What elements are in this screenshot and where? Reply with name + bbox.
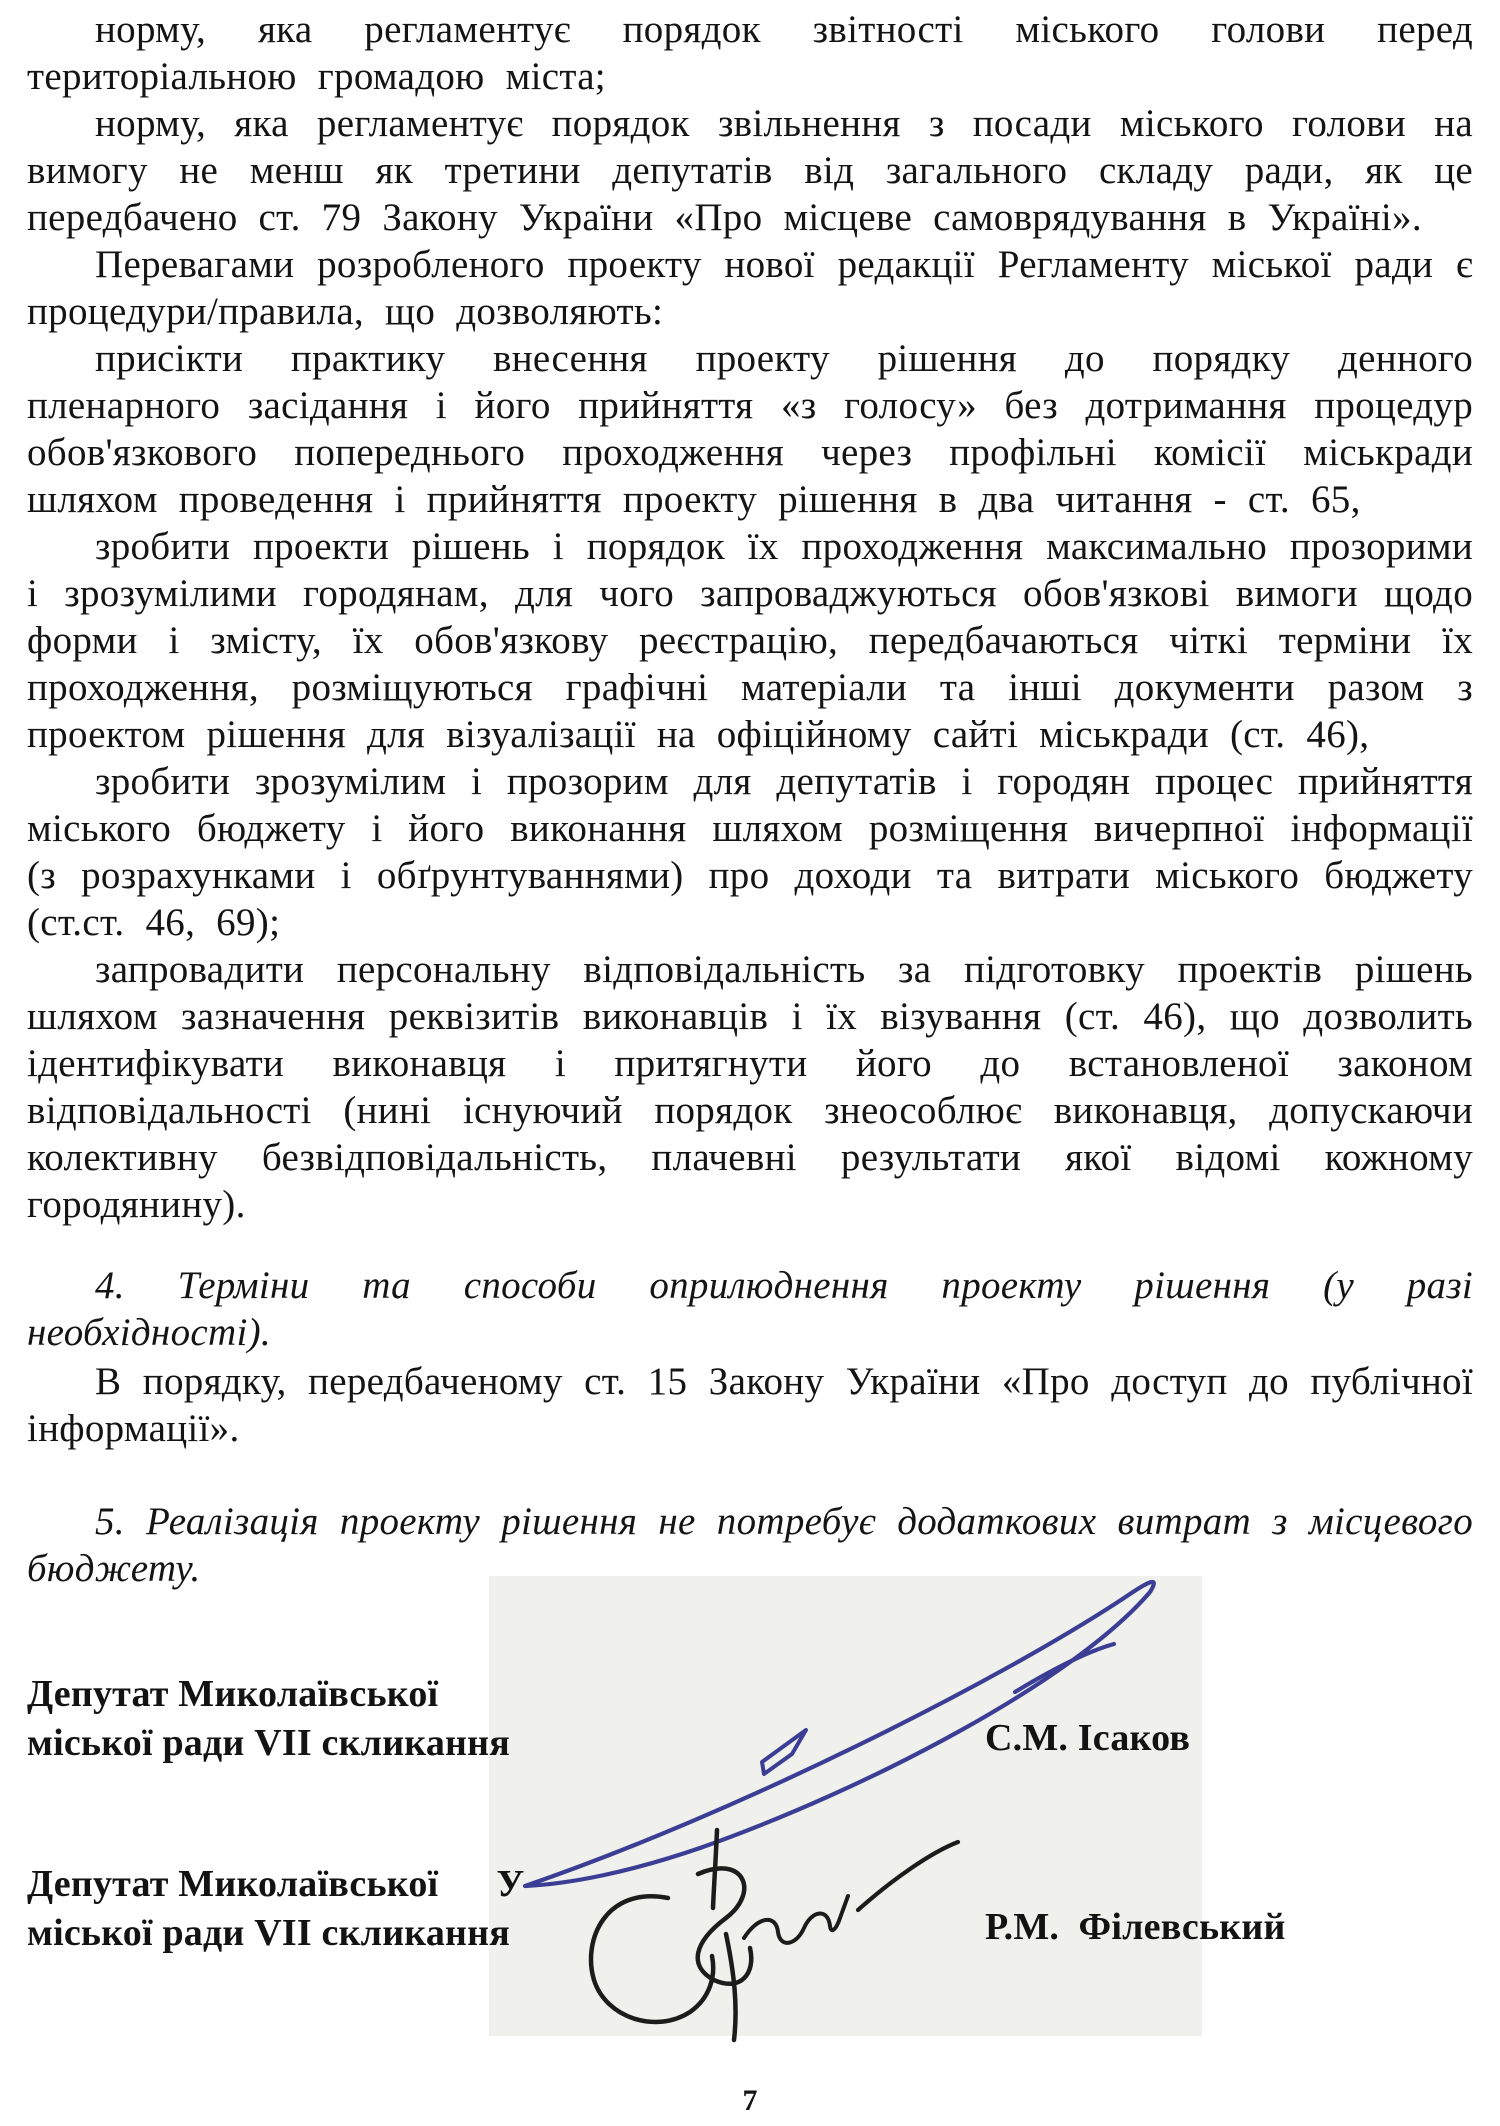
signatory-1-title (27, 1670, 510, 1768)
paragraph-budget-transparency: зробити зрозумілим і прозорим для депутатів і городян процес прийняття міського бюджету і його виконання шляхом розміщення вичерпної інформації (з розрахунками і обґрунтуваннями) про доходи та витрати міського бюджету (ст.ст. 46, 69); (27, 760, 1473, 944)
signatory-2-title-line1-text: Депутат Миколаївської (27, 1863, 439, 1905)
signatory-2-title-line2: міської ради VII скликання (27, 1912, 510, 1954)
page-number: 7 (742, 2084, 758, 2117)
paragraph-stop-practice: присікти практику внесення проекту рішення до порядку денного пленарного засідання і його прийняття «з голосу» без дотримання процедур обов'язкового попереднього проходження через профільні комісії міськради шляхом проведення і прийняття проекту рішення в два читання - ст. 65, (27, 337, 1473, 521)
signatory-2-title-line1 (27, 1860, 524, 1909)
signatory-2-title-suffix: У (496, 1863, 525, 1905)
paragraph-personal-responsibility: запровадити персональну відповідальність за підготовку проектів рішень шляхом зазначення реквізитів виконавців і їх візування (ст. 46), що дозволить ідентифікувати виконавця і притягнути його до встановленої законом відповідальності (нині існуючий порядок знеособлює виконавця, допускаючи колективну безвідповідальність, плачевні результати якої відомі кожному городянину). (27, 948, 1473, 1226)
signatory-2-name: Р.М. Філевський (985, 1906, 1286, 1948)
section-4-heading: 4. Терміни та способи оприлюднення проекту рішення (у разі необхідності). (27, 1264, 1473, 1354)
section-5-heading: 5. Реалізація проекту рішення не потребує додаткових витрат з місцевого бюджету. (27, 1500, 1473, 1590)
paragraph-dismissal-norm: норму, яка регламентує порядок звільнення з посади міського голови на вимогу не менш як третини депутатів від загального складу ради, як це передбачено ст. 79 Закону України «Про місцеве самоврядування в Україні». (27, 102, 1473, 239)
signatory-1-title-line1: Депутат Миколаївської (27, 1673, 439, 1715)
paragraph-advantages-intro: Перевагами розробленого проекту нової редакції Регламенту міської ради є процедури/правила, що дозволяють: (27, 243, 1473, 333)
paragraph-transparency: зробити проекти рішень і порядок їх проходження максимально прозорими і зрозумілими городянам, для чого запроваджуються обов'язкові вимоги щодо форми і змісту, їх обов'язкову реєстрацію, передбачаються чіткі терміни їх проходження, розміщуються графічні матеріали та інші документи разом з проектом рішення для візуалізації на офіційному сайті міськради (ст. 46), (27, 525, 1473, 756)
paragraph-reporting-norm: норму, яка регламентує порядок звітності міського голови перед територіальною громадою міста; (27, 8, 1473, 98)
signatory-1-title-line2: міської ради VII скликання (27, 1722, 510, 1764)
signature-filevskyi-ink (591, 1830, 958, 2040)
section-4-body: В порядку, передбаченому ст. 15 Закону України «Про доступ до публічної інформації». (27, 1360, 1473, 1450)
signatory-1-name: С.М. Ісаков (985, 1717, 1191, 1759)
